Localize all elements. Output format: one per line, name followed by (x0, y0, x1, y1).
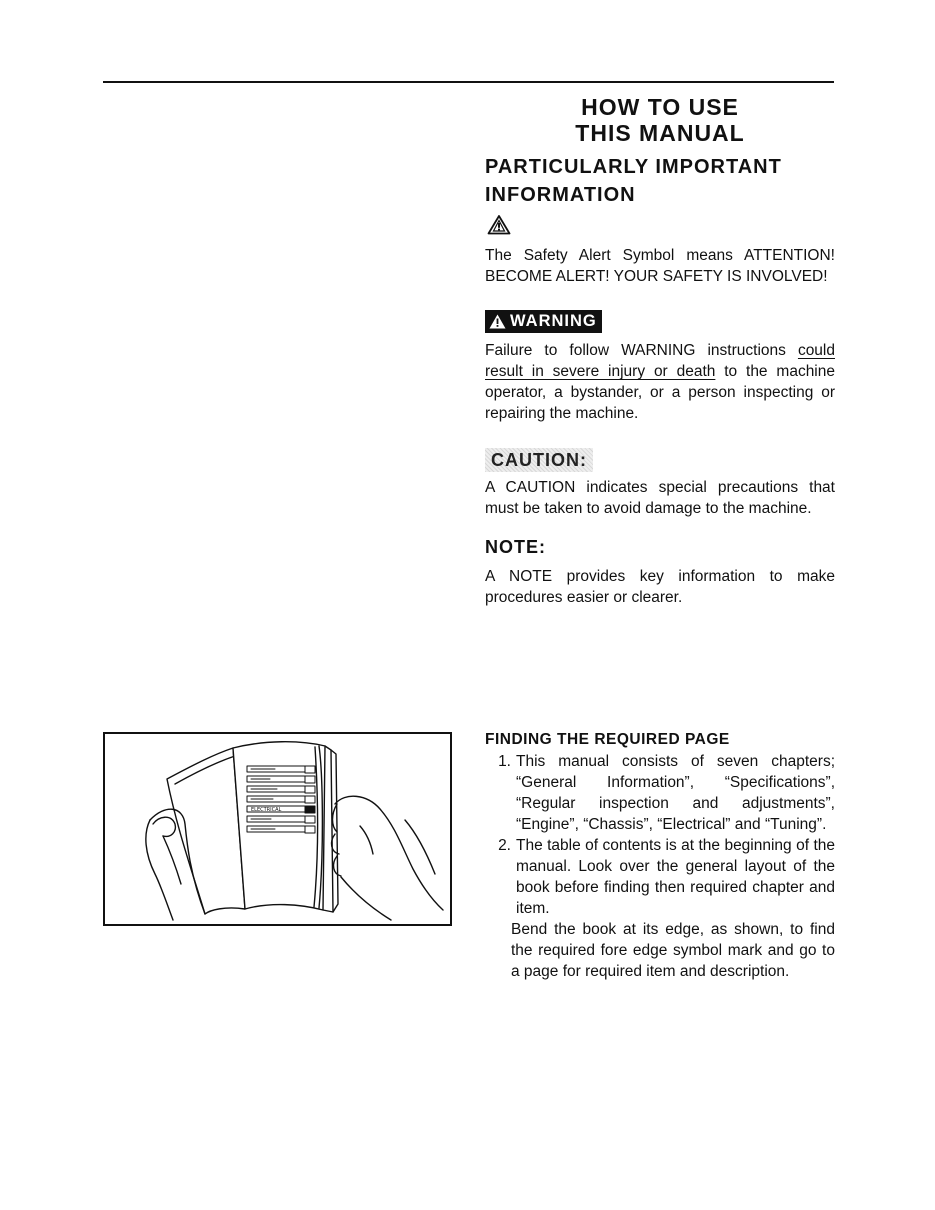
list-item-continuation: Bend the book at its edge, as shown, to find the required fore edge symbol mark and go to a page for required item and description. (511, 921, 835, 980)
note-label: NOTE: (485, 537, 546, 557)
list-item-number: 2. (498, 837, 511, 854)
warning-triangle-icon (489, 314, 506, 329)
instruction-list (485, 751, 835, 982)
safety-alert-text: The Safety Alert Symbol means ATTENTION! BECOME ALERT! YOUR SAFETY IS INVOLVED! (485, 247, 835, 285)
section-heading-line-1: PARTICULARLY IMPORTANT (485, 156, 782, 178)
caution-badge: CAUTION: (485, 448, 593, 472)
warning-text (485, 340, 835, 424)
page-title-line-1: HOW TO USE (581, 94, 739, 120)
list-item (485, 835, 835, 919)
warning-label: WARNING (510, 312, 597, 330)
page-title (485, 94, 835, 146)
warning-text-part-2: to the machine operator, a bystander, or a person inspecting or repairing the machine. (485, 363, 835, 422)
section-heading-important-info (485, 153, 835, 209)
note-text: A NOTE provides key information to make procedures easier or clearer. (485, 568, 835, 606)
top-rule (103, 81, 834, 83)
list-item-number: 1. (498, 753, 511, 770)
warning-text-underlined: could result in severe injury or death (485, 342, 835, 380)
warning-badge (485, 310, 602, 333)
page-title-line-2: THIS MANUAL (575, 120, 745, 146)
safety-alert-triangle-icon (487, 214, 511, 235)
figure-tab-label: ELECTRICAL (251, 807, 282, 813)
list-item-text: This manual consists of seven chapters; “General Information”, “Specifications”, “Regular inspection and adjustments”, “Engine”, “Chassis”, “Electrical” and “Tuning”. (516, 753, 835, 833)
caution-text: A CAUTION indicates special precautions that must be taken to avoid damage to the machine. (485, 479, 835, 517)
finding-page-heading: FINDING THE REQUIRED PAGE (485, 731, 730, 748)
list-item-text: The table of contents is at the beginning of the manual. Look over the general layout of the book before finding then required chapter and item. (516, 837, 835, 917)
section-heading-line-2: INFORMATION (485, 184, 636, 206)
hands-bending-book-illustration (105, 734, 450, 924)
warning-text-part-1: Failure to follow WARNING instructions (485, 342, 798, 359)
list-item (485, 751, 835, 835)
book-bending-figure (103, 732, 452, 926)
